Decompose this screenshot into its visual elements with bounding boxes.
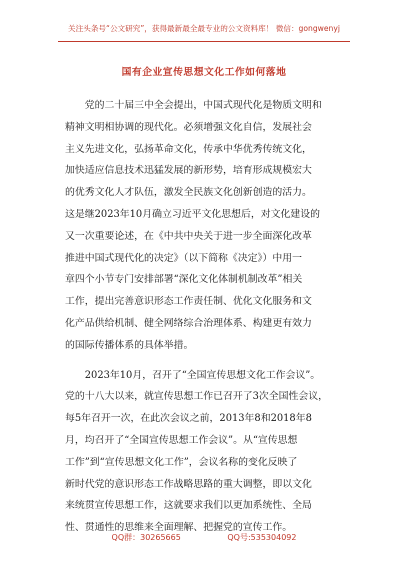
text-line: 的优秀文化人才队伍，激发全民族文化创新创造的活力。: [65, 187, 312, 199]
header-divider: [58, 41, 350, 42]
text-line: 精神文明相协调的现代化。必须增强文化自信，发展社会: [65, 121, 312, 133]
text-line: 党的十八大以来，就宣传思想工作已召开了3次全国性会议，: [65, 391, 329, 403]
text-line: 主义先进文化，弘扬革命文化，传承中华优秀传统文化，: [65, 143, 312, 155]
footer-qq-group: QQ群：30265665: [111, 533, 181, 542]
header-banner: 关注头条号“公文研究”，获得最新最全最专业的公文资料库！ 微信：gongwenyj: [68, 24, 340, 33]
text-line: 党的二十届三中全会提出，中国式现代化是物质文明和: [65, 100, 322, 111]
document-title: 国有企业宣传思想文化工作如何落地: [121, 67, 287, 78]
text-line: 化产品供给机制、健全网络综合治理体系、构建更有效力: [65, 317, 312, 329]
text-line: 又一次重要论述，在《中共中央关于进一步全面深化改革: [65, 230, 312, 242]
text-line: 月，均召开了“全国宣传思想工作会议”。从“宣传思想: [65, 434, 298, 446]
text-line: 这是继2023年10月确立习近平文化思想后，对文化建设的: [65, 208, 320, 220]
document-body: [65, 95, 355, 539]
text-line: 加快适应信息技术迅猛发展的新形势，培育形成规模宏大: [65, 165, 312, 177]
footer-contacts: [0, 532, 408, 543]
paragraph-1: [65, 95, 355, 357]
text-line: 每5年召开一次，在此次会议之前，2013年8和2018年8: [65, 413, 312, 425]
text-line: 工作”到“宣传思想文化工作”，会议名称的变化反映了: [65, 456, 298, 468]
text-line: 工作，提出完善意识形态工作责任制、优化文化服务和文: [65, 296, 312, 308]
text-line: 推进中国式现代化的决定》（以下简称《决定》）中用一: [65, 252, 302, 264]
text-line: 的国际传播体系的具体举措。: [65, 339, 194, 351]
text-line: 新时代党的意识形态工作战略思路的重大调整，即以文化: [65, 478, 312, 490]
footer-qq-number: QQ号:535304092: [227, 533, 297, 542]
text-line: 性、贯通性的思维来全面理解、把握党的宣传工作。: [65, 522, 293, 534]
text-line: 章四个小节专门安排部署“深化文化体制机制改革”相关: [65, 274, 303, 286]
text-line: 2023年10月，召开了“全国宣传思想文化工作会议”。: [65, 369, 321, 381]
text-line: 来统贯宣传思想工作，这就要求我们以更加系统性、全局: [65, 500, 312, 512]
paragraph-2: [65, 365, 355, 539]
